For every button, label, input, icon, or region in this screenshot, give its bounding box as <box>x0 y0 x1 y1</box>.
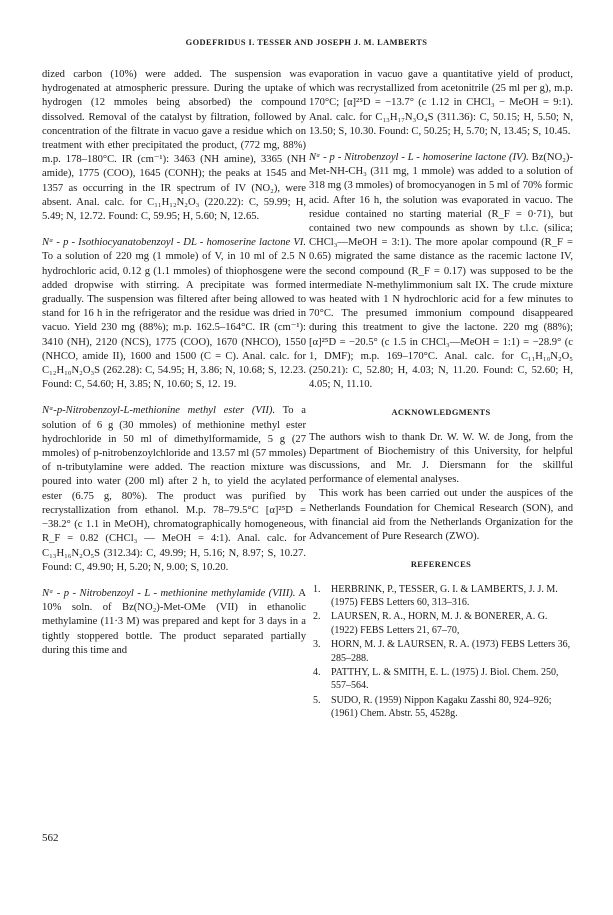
page-number: 562 <box>42 832 59 844</box>
reference-item <box>309 610 573 637</box>
left-column <box>42 68 306 658</box>
reference-item <box>309 583 573 610</box>
reference-text: HERBRINK, P., TESSER, G. I. & LAMBERTS, J. J. M. (1975) FEBS Letters 60, 313–316. <box>331 583 558 608</box>
paragraph-evaporation: evaporation in vacuo gave a quantitative yield of product, which was recrystallized from acetonitrile (25 ml per g), m.p. 170°C; [α]²⁵D = −13.7° (c 1.12 in CHCl₃ − MeOH = 9:1). Anal. calc. for C₁₃H₁₇N₃O₄S (311.36): C, 50.15; H, 5.50; N, 13.50; S, 10.30. Found: C, 50.25; H, 5.70; N, 13.45; S, 10.45. <box>309 69 573 137</box>
reference-text: SUDO, R. (1959) Nippon Kagaku Zasshi 80, 924–926; (1961) Chem. Abstr. 55, 4528g. <box>331 694 552 720</box>
compound-title-vi: Nᵅ - p - Isothiocyanatobenzoyl - DL - homoserine lactone VI. <box>42 237 306 249</box>
reference-item <box>309 666 573 693</box>
reference-number: 1. <box>313 583 321 595</box>
reference-text: HORN, M. J. & LAURSEN, R. A. (1973) FEBS Letters 36, 285–288. <box>331 639 571 664</box>
paragraph-methylamide <box>42 587 306 658</box>
paragraph-body-viii: A 10% soln. of Bz(NO₂)-Met-OMe (VII) in ethanolic methylamine (11·3 M) was prepared and kept for 3 days in a tightly stoppered bottle. The product separated partially during this time and <box>42 587 306 656</box>
compound-title-vii: Nᵅ-p-Nitrobenzoyl-L-methionine methyl ester (VII). <box>42 405 276 417</box>
paragraph-body-iv: Bz(NO₂)-Met-NH-CH₃ (311 mg, 1 mmole) was added to a solution of 318 mg (3 mmoles) of bromocyanogen in 5 ml of 70% formic acid. After 16 h, the solution was evaporated in vacuo. The residue contained no starting material (R_F = 0·71), but contained two new compounds as shown by t.l.c. (silica; CHCl₃—MeOH = 3:1). The more apolar compound (R_F = 0.65) migrated the same distance as the racemic lactone IV, the second compound (R_F = 0.17) was supposed to be the intermediate N-methylimmonium salt IX. The crude mixture was heated with 1 N hydrochloric acid for a few minutes to 70°C. The presumed immonium compound disappeared during this treatment to give the lactone. 220 mg (88%); [α]²⁵D = −20.5° (c 1.5 in CHCl₃—MeOH = 1:1) = −28.9° (c 1, DMF); m.p. 169–170°C. Anal. calc. for C₁₁H₁₀N₂O₅ (250.21): C, 52.80; H, 4.03; N, 11.20. Found: C, 52.60; H, 4.05; N, 11.10. <box>309 152 573 391</box>
running-title: GODEFRIDUS I. TESSER AND JOSEPH J. M. LAMBERTS <box>185 38 428 47</box>
compound-title-iv: Nᵅ - p - Nitrobenzoyl - L - homoserine lactone (IV). <box>309 152 529 164</box>
reference-item <box>309 694 573 721</box>
reference-number: 5. <box>313 694 321 706</box>
paragraph-body-vi: To a solution of 220 mg (1 mmole) of V, in 10 ml of 2.5 N hydrochloric acid, 0.12 g (1.1 mmoles) of thiophosgene were added dropwise with stirring. A precipitate was formed gradually. The suspension was filtered after being allowed to stand for 16 h in the refrigerator and the residue was dried in vacuo. Yield 230 mg (88%); m.p. 162.5–164°C. IR (cm⁻¹): 3410 (NH), 2120 (NCS), 1775 (COO), 1670 (NHCO), 1550 (NHCO, amide II), 1600 and 1500 (C = C). Anal. calc. for C₁₂H₁₀N₂O₃S (262.28): C, 54.95; H, 3.86; N, 10.68; S, 12.23. Found: C, 54.60; H, 3.85; N, 10.60; S, 12. 19. <box>42 251 306 391</box>
reference-number: 2. <box>313 611 321 623</box>
references-heading: REFERENCES <box>410 560 472 570</box>
paragraph-body-vii: To a solution of 6 g (30 mmoles) of methionine methyl ester hydrochloride in 50 ml of dimethylformamide, 5 g (27 mmoles) of p-nitrobenzoylchloride and 13.57 ml (57 mmoles) of n-tributylamine were added. The reaction mixture was poured into water (200 ml) after 2 h, to yield the acylated ester (6.75 g, 80%). The product was purified by recrystallization from ethanol. M.p. 78–79.5°C [α]²⁵D = −38.2° (c 1.1 in MeOH), chromatographically homogeneous, R_F = 0.82 (CHCl₃ — MeOH = 4:1). Anal. calc. for C₁₃H₁₆N₂O₅S (312.34): C, 49.99; H, 5.16; N, 8.97; S, 10.27. Found: C, 49.90; H, 5.20; N, 9.00; S, 10.20. <box>42 405 306 573</box>
paragraph-hydrogenation: dized carbon (10%) were added. The suspension was hydrogenated at atmospheric pressure. During the uptake of hydrogen (12 mmoles being absorbed) the compound dissolved. Removal of the catalyst by filtration, followed by concentration of the filtrate in vacuo gave a residue which on treatment with ether precipitated the product, (772 mg, 88%) m.p. 178–180°C. IR (cm⁻¹): 3463 (NH amine), 3365 (NH amide), 1775 (COO), 1645 (CONH); the peaks at 1545 and 1357 as occurring in the IR spectrum of IV (NO₂), were absent. Anal. calc. for C₁₁H₁₂N₂O₃ (220.22): C, 59.99; H, 5.49; N, 12.72. Found: C, 59.95; H, 5.60; N, 12.65. <box>42 69 306 223</box>
paragraph-homoserine-lactone <box>309 151 573 392</box>
acknowledgments-paragraph-2: This work has been carried out under the auspices of the Netherlands Foundation for Chemical Research (SON), and with financial aid from the Netherlands Organization for the Advancement of Pure Research (ZWO). <box>309 488 573 543</box>
reference-number: 4. <box>313 666 321 678</box>
compound-title-viii: Nᵅ - p - Nitrobenzoyl - L - methionine methylamide (VIII). <box>42 587 296 599</box>
acknowledgments-heading: ACKNOWLEDGMENTS <box>391 408 491 418</box>
reference-number: 3. <box>313 639 321 651</box>
reference-item <box>309 638 573 665</box>
reference-text: LAURSEN, R. A., HORN, M. J. & BONERER, A. G. (1922) FEBS Letters 21, 67–70, <box>331 611 548 636</box>
paragraph-isothiocyanato <box>42 236 306 392</box>
reference-list <box>309 583 573 721</box>
paragraph-methyl-ester <box>42 404 306 574</box>
acknowledgments-paragraph-1: The authors wish to thank Dr. W. W. W. de Jong, from the Department of Biochemistry of this University, for helpful discussions, and Mr. J. Diersmann for the skillful performance of elemental analyses. <box>309 431 573 486</box>
right-column <box>309 68 573 722</box>
reference-text: PATTHY, L. & SMITH, E. L. (1975) J. Biol. Chem. 250, 557–564. <box>331 666 559 692</box>
